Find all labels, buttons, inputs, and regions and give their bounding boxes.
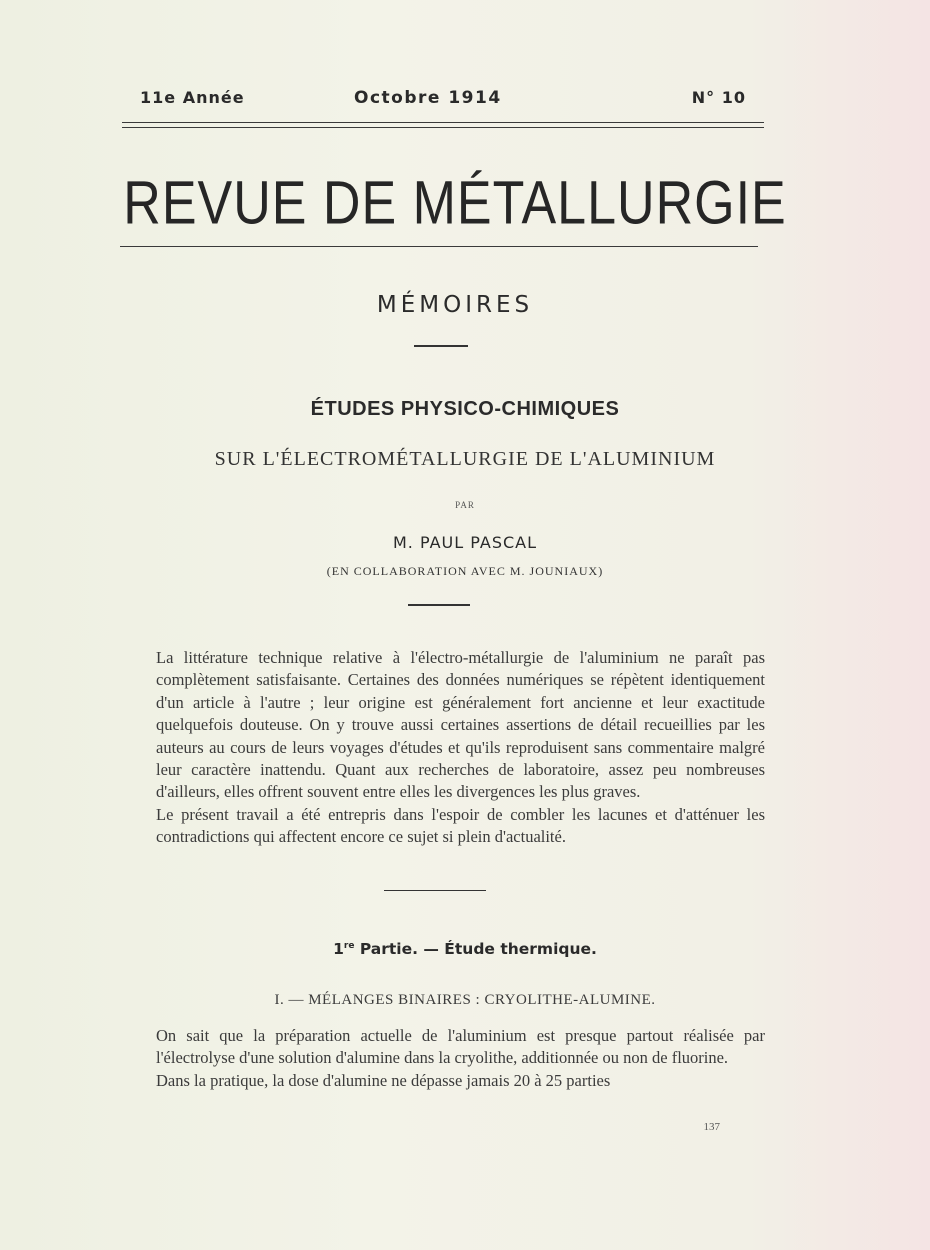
intro-text (156, 647, 765, 849)
section-title: MÉMOIRES (376, 292, 534, 318)
author-divider (408, 604, 470, 606)
body-paragraph-1: On sait que la préparation actuelle de l'aluminium est presque partout réalisée par l'électrolyse d'une solution d'alumine dans la cryolithe, additionnée ou non de fluorine. (156, 1026, 765, 1068)
journal-title: REVUE DE MÉTALLURGIE (123, 169, 787, 238)
subsection-title: I. — MÉLANGES BINAIRES : CRYOLITHE-ALUMINE. (274, 992, 656, 1008)
part-number-suffix: re (343, 940, 355, 951)
intro-paragraph-2: Le présent travail a été entrepris dans l'espoir de combler les lacunes et d'atténuer les contradictions qui affectent encore ce sujet si plein d'actualité. (156, 804, 765, 847)
page-number: 137 (703, 1121, 720, 1133)
intro-divider (384, 890, 486, 891)
issue-date: Octobre 1914 (354, 88, 502, 108)
part-number: 1 (333, 940, 344, 958)
body-paragraph-2: Dans la pratique, la dose d'alumine ne dépasse jamais 20 à 25 parties (156, 1070, 611, 1090)
article-title-line1: ÉTUDES PHYSICO-CHIMIQUES (310, 398, 620, 420)
part-title-text: Partie. — Étude thermique. (354, 940, 597, 958)
header-rule-bottom (122, 127, 764, 128)
part-title (240, 940, 690, 958)
title-rule (120, 246, 758, 247)
header-rule-top (122, 122, 764, 123)
body-text (156, 1025, 765, 1092)
volume-year: 11e Année (140, 88, 245, 107)
intro-paragraph-1: La littérature technique relative à l'électro-métallurgie de l'aluminium ne paraît pas complètement satisfaisante. Certaines des données numériques se répètent identiquement d'un article à l'autre ; leur origine est généralement fort ancienne et leur exactitude quelquefois douteuse. On y trouve aussi certaines assertions de détail recueillies par les auteurs au cours de leurs voyages d'études et qu'ils reproduisent sans commentaire malgré leur caractère inattendu. Quant aux recherches de laboratoire, assez peu nombreuses d'ailleurs, elles offrent souvent entre elles les divergences les plus graves. (156, 648, 765, 802)
section-divider (414, 345, 468, 347)
par-label: PAR (455, 500, 475, 510)
article-author: M. PAUL PASCAL (392, 533, 537, 552)
issue-number: N° 10 (691, 88, 746, 107)
article-title-line2: SUR L'ÉLECTROMÉTALLURGIE DE L'ALUMINIUM (214, 448, 716, 470)
page-header (140, 88, 760, 112)
article-collaboration: (EN COLLABORATION AVEC M. JOUNIAUX) (326, 564, 604, 578)
